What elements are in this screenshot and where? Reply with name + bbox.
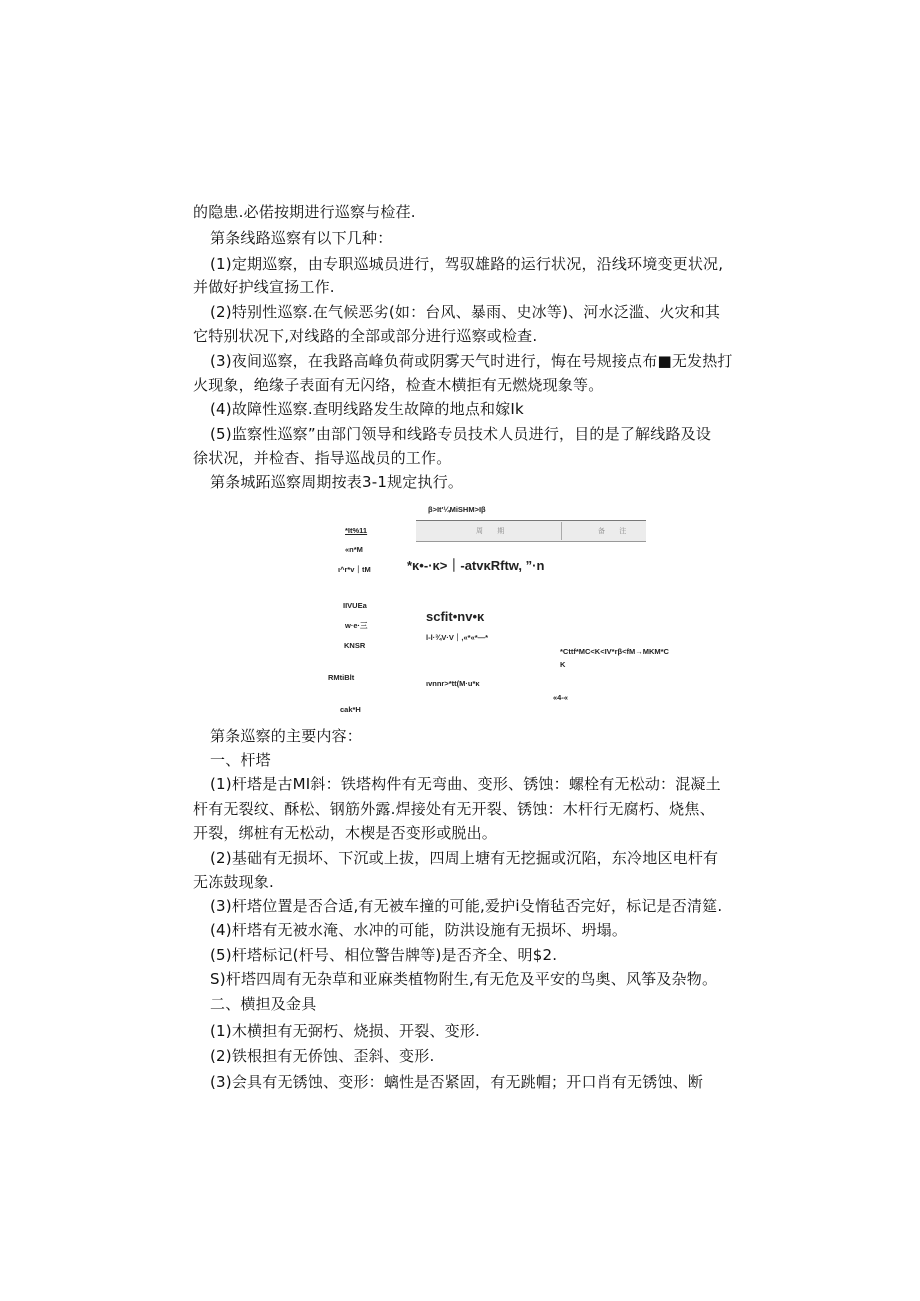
paragraph-line: (1)木横担有无弼朽、烧损、开裂、变形. bbox=[210, 1022, 481, 1040]
paragraph-line: 开裂，绑桩有无松动，木楔是否变形或脱出。 bbox=[193, 824, 498, 842]
paragraph-line: (3)会具有无锈蚀、变形：螭性是否紧固，有无跳帽；开口肖有无锈蚀、断 bbox=[210, 1073, 704, 1091]
table-header-period: 周 期 bbox=[476, 527, 511, 535]
table-header-remark: 备 注 bbox=[598, 527, 633, 535]
table-header bbox=[416, 520, 646, 542]
paragraph-line: S)杆塔四周有无杂草和亚麻类植物附生,有无危及平安的鸟奥、风筝及杂物。 bbox=[210, 970, 718, 988]
table-row-label: w·e·三 bbox=[345, 621, 368, 630]
paragraph-line: (4)故障性巡察.查明线路发生故障的地点和嫁Ik bbox=[210, 400, 524, 418]
table-row-label: cak*H bbox=[340, 705, 361, 714]
table-cell-text: ιvnnr>*tt(M·u*κ bbox=[426, 679, 480, 688]
paragraph-line: (3)杆塔位置是否合适,有无被车撞的可能,爱护i殳惰毡否完好，标记是否清筵. bbox=[210, 897, 723, 915]
paragraph-line: 的隐患.必偌按期进行巡察与检荏. bbox=[193, 203, 416, 221]
table-remark: *Cttf*MC<K<IV*rβ<fM→MKM*C bbox=[560, 647, 669, 656]
table-cell-text: *κ•-·κ>｜-atvκRftw, ”·n bbox=[407, 558, 545, 573]
table-rule-top bbox=[416, 520, 646, 521]
table-column-divider bbox=[561, 522, 562, 540]
table-cell-subtext: l-l·¾V·V｜,«*«*—* bbox=[426, 633, 489, 642]
paragraph-line: 徐状况，并检杳、指导巡战员的工作。 bbox=[193, 449, 452, 467]
section-heading: 一、杆塔 bbox=[210, 751, 271, 769]
paragraph-line: (4)杆塔有无被水淹、水冲的可能，防洪设施有无损坏、坍塌。 bbox=[210, 921, 628, 939]
section-heading: 第条巡察的主要内容： bbox=[210, 727, 363, 745]
paragraph-line: (5)监察性巡察”由部门领导和线路专员技术人员进行，目的是了解线路及设 bbox=[210, 425, 712, 443]
paragraph-line: 并做好护线宣扬工作. bbox=[193, 278, 335, 296]
table-row-label: KNSR bbox=[344, 641, 366, 650]
table-row-label: ι^r*v｜tM bbox=[338, 565, 371, 574]
section-heading: 二、横担及金具 bbox=[210, 995, 317, 1013]
table-remark: «4-« bbox=[553, 693, 569, 702]
table-remark: K bbox=[560, 660, 566, 669]
paragraph-line: (2)铁根担有无侨蚀、歪斜、变形. bbox=[210, 1047, 435, 1065]
paragraph-line: 杆有无裂纹、酥松、钢筋外露.焊接处有无开裂、锈蚀：木杆行无腐朽、烧焦、 bbox=[193, 800, 715, 818]
paragraph-line: (5)杆塔标记(杆号、相位警告牌等)是否齐全、明$2. bbox=[210, 946, 558, 964]
paragraph-line: (2)基础有无损坏、下沉或上拔，四周上塘有无挖掘或沉陷，东冷地区电杆有 bbox=[210, 849, 719, 867]
table-caption: β>It'¼MiSHM>Iβ bbox=[428, 505, 486, 514]
table-cell-text: scfit•nv•κ bbox=[426, 609, 485, 624]
paragraph-line: 第条城跖巡察周期按表3-1规定执行。 bbox=[210, 473, 464, 491]
paragraph-line: (1)定期巡察，由专职巡城员进行，驾驭雄路的运行状况，沿线环境变更状况, bbox=[210, 255, 724, 273]
paragraph-line: (3)夜间巡察，在我路高峰负荷或阴雾天气时进行，悔在号规接点布■无发热打 bbox=[210, 352, 733, 370]
table-row-label: RMtiBlt bbox=[328, 673, 355, 682]
paragraph-line: 它特别状况下,对线路的全部或部分进行巡察或检查. bbox=[193, 327, 538, 345]
paragraph-line: (2)特别性巡察.在气候恶劣(如：台风、暴雨、史冰等)、河水泛滥、火灾和其 bbox=[210, 303, 721, 321]
table-row-label: «n*M bbox=[345, 545, 363, 554]
table-row-label: IIVUEa bbox=[343, 601, 367, 610]
table-row-label: *It%11 bbox=[345, 526, 368, 535]
paragraph-line: 火现象，绝缘子表面有无闪络，检查木横拒有无燃烧现象等。 bbox=[193, 376, 604, 394]
table-rule-bottom bbox=[416, 541, 646, 542]
paragraph-line: 无冻鼓现象. bbox=[193, 873, 274, 891]
paragraph-line: (1)杆塔是古MI斜：铁塔构件有无弯曲、变形、锈蚀：螺栓有无松动：混凝土 bbox=[210, 775, 721, 793]
section-heading: 第条线路巡察有以下几种： bbox=[210, 229, 393, 247]
